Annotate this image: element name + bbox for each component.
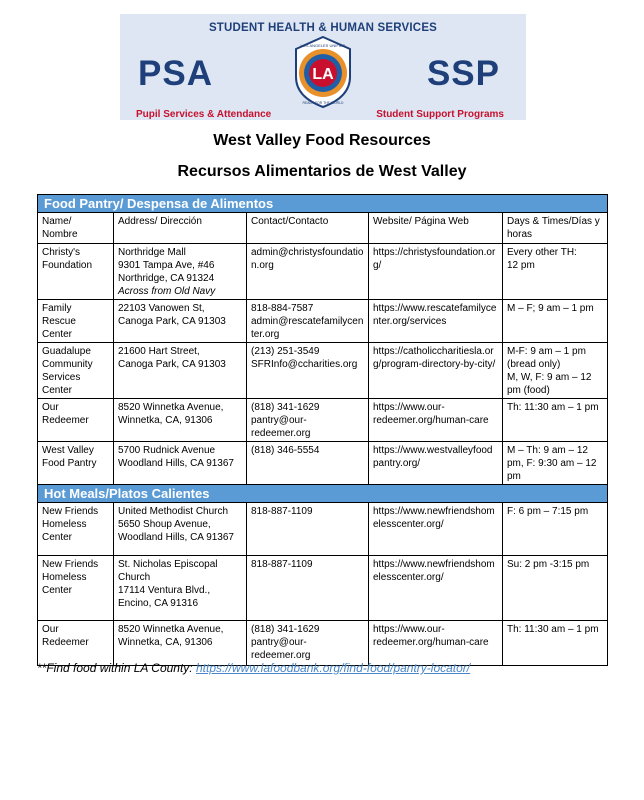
column-header: Address/ Dirección (114, 213, 247, 244)
column-header: Name/ Nombre (38, 213, 114, 244)
cell-website: https://www.westvalleyfoodpantry.org/ (369, 442, 503, 485)
table-row (38, 503, 608, 556)
seal-top-text: LOS ANGELES UNIFIED (300, 43, 346, 48)
cell-contact: (818) 346-5554 (247, 442, 369, 485)
cell-website: https://www.newfriendshomelesscenter.org/ (369, 503, 503, 556)
cell-website: https://christysfoundation.org/ (369, 244, 503, 300)
table-row (38, 442, 608, 485)
column-header: Website/ Página Web (369, 213, 503, 244)
address-note: Across from Old Navy (118, 286, 216, 297)
cell-name: Guadalupe Community Services Center (38, 343, 114, 399)
cell-contact: (818) 341-1629 pantry@our-redeemer.org (247, 621, 369, 666)
table-row (38, 556, 608, 621)
ssp-subtitle: Student Support Programs (376, 109, 504, 120)
cell-name: Our Redeemer (38, 399, 114, 442)
cell-name: New Friends Homeless Center (38, 503, 114, 556)
cell-contact: 818-887-1109 (247, 503, 369, 556)
seal-letters: LA (312, 66, 334, 83)
table-row (38, 343, 608, 399)
table-row (38, 300, 608, 343)
cell-address: St. Nicholas Episcopal Church 17114 Ventura Blvd., Encino, CA 91316 (114, 556, 247, 621)
cell-hours: Su: 2 pm -3:15 pm (503, 556, 608, 621)
cell-hours: M-F: 9 am – 1 pm (bread only) M, W, F: 9 am – 12 pm (food) (503, 343, 608, 399)
cell-website: https://www.rescatefamilycenter.org/services (369, 300, 503, 343)
column-header: Contact/Contacto (247, 213, 369, 244)
cell-hours: F: 6 pm – 7:15 pm (503, 503, 608, 556)
section-header-food-pantry (38, 195, 608, 213)
cell-hours: Every other TH: 12 pm (503, 244, 608, 300)
page-title-spanish: Recursos Alimentarios de West Valley (177, 163, 467, 180)
cell-website: https://catholiccharitiesla.org/program-directory-by-city/ (369, 343, 503, 399)
cell-name: Our Redeemer (38, 621, 114, 666)
cell-name: Christy's Foundation (38, 244, 114, 300)
cell-hours: Th: 11:30 am – 1 pm (503, 621, 608, 666)
table-row (38, 399, 608, 442)
cell-hours: M – Th: 9 am – 12 pm, F: 9:30 am – 12 pm (503, 442, 608, 485)
cell-contact: (213) 251-3549 SFRInfo@ccharities.org (247, 343, 369, 399)
cell-address: 21600 Hart Street, Canoga Park, CA 91303 (114, 343, 247, 399)
column-header-row (38, 213, 608, 244)
seal-bottom-text: READY FOR THE WORLD (302, 101, 344, 105)
footer-label: **Find food within LA County: (37, 661, 196, 675)
psa-acronym: PSA (138, 54, 213, 93)
header-banner (120, 14, 526, 120)
cell-website: https://www.our-redeemer.org/human-care (369, 399, 503, 442)
cell-name: West Valley Food Pantry (38, 442, 114, 485)
footer-note (37, 661, 470, 675)
section-header-hot-meals (38, 485, 608, 503)
page-title-english: West Valley Food Resources (213, 132, 431, 149)
cell-hours: Th: 11:30 am – 1 pm (503, 399, 608, 442)
table-row (38, 621, 608, 666)
address-text: Northridge Mall 9301 Tampa Ave, #46 Northridge, CA 91324 (118, 247, 215, 284)
cell-contact: (818) 341-1629 pantry@our-redeemer.org (247, 399, 369, 442)
ssp-acronym: SSP (426, 54, 500, 93)
cell-website: https://www.our-redeemer.org/human-care (369, 621, 503, 666)
resources-table (37, 194, 608, 666)
cell-address: 8520 Winnetka Avenue, Winnetka, CA, 91306 (114, 399, 247, 442)
cell-name: New Friends Homeless Center (38, 556, 114, 621)
pantry-locator-link[interactable]: https://www.lafoodbank.org/find-food/pantry-locator/ (195, 661, 471, 675)
cell-website: https://www.newfriendshomelesscenter.org/ (369, 556, 503, 621)
cell-address: 22103 Vanowen St, Canoga Park, CA 91303 (114, 300, 247, 343)
cell-hours: M – F; 9 am – 1 pm (503, 300, 608, 343)
lausd-seal-logo (290, 35, 356, 109)
section-title: Food Pantry/ Despensa de Alimentos (38, 195, 608, 213)
cell-address: United Methodist Church 5650 Shoup Avenue, Woodland Hills, CA 91367 (114, 503, 247, 556)
cell-address: 8520 Winnetka Avenue, Winnetka, CA, 91306 (114, 621, 247, 666)
table-row (38, 244, 608, 300)
cell-contact: 818-887-1109 (247, 556, 369, 621)
column-header: Days & Times/Días y horas (503, 213, 608, 244)
cell-name: Family Rescue Center (38, 300, 114, 343)
cell-contact: admin@christysfoundation.org (247, 244, 369, 300)
banner-title: STUDENT HEALTH & HUMAN SERVICES (208, 22, 438, 34)
cell-address (114, 244, 247, 300)
psa-subtitle: Pupil Services & Attendance (136, 109, 272, 120)
cell-contact: 818-884-7587 admin@rescatefamilycenter.org (247, 300, 369, 343)
section-title: Hot Meals/Platos Calientes (38, 485, 608, 503)
cell-address: 5700 Rudnick Avenue Woodland Hills, CA 91367 (114, 442, 247, 485)
